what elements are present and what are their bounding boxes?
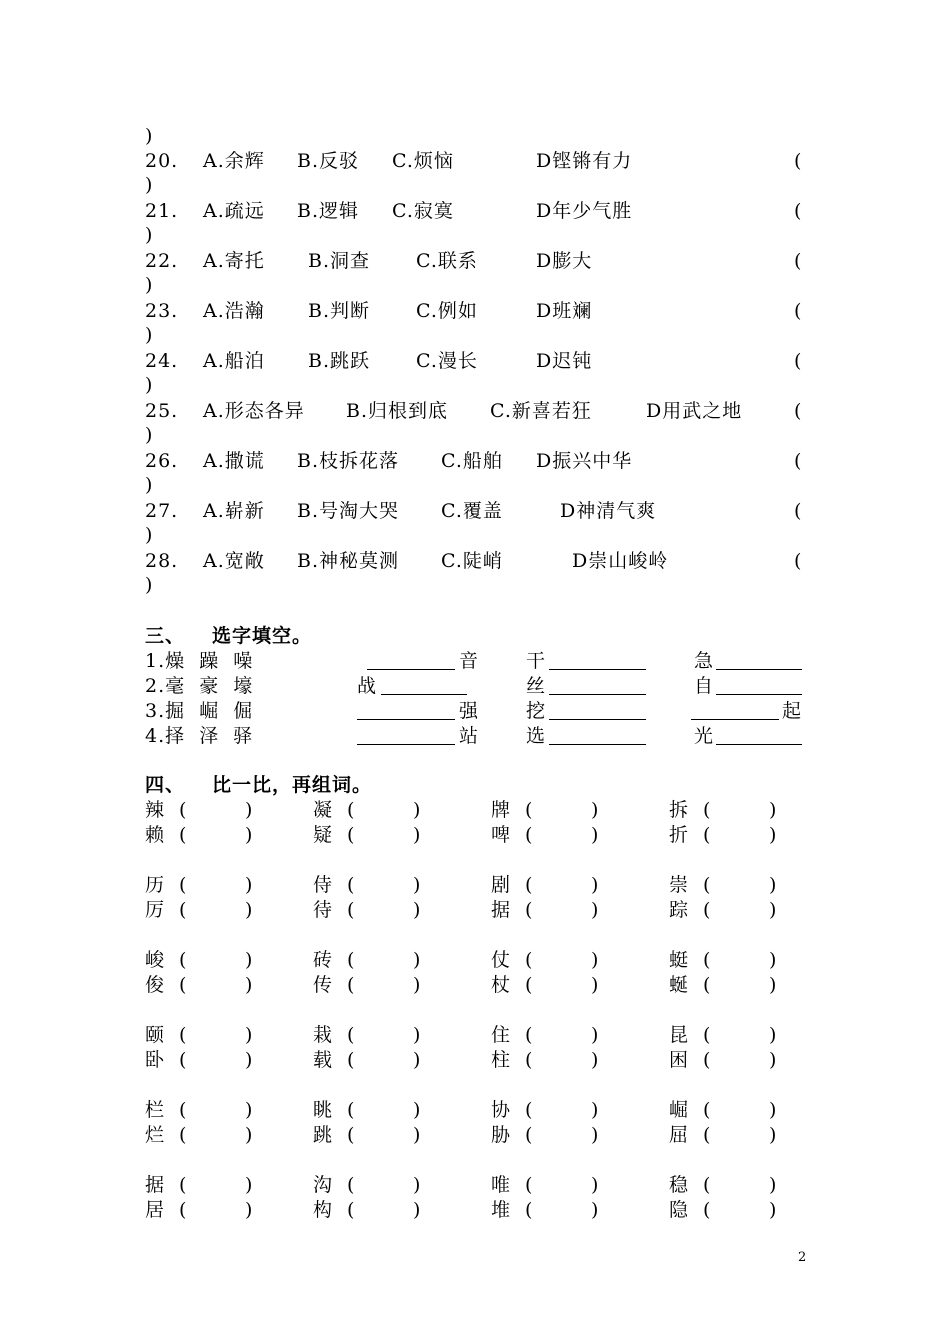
- answer-close-paren: ): [145, 574, 154, 596]
- compare-char: 侍: [313, 874, 334, 896]
- answer-close-paren: ): [413, 974, 422, 996]
- word-answer-space[interactable]: [363, 1198, 413, 1222]
- fill-blank[interactable]: [549, 719, 646, 720]
- fill-blank[interactable]: [549, 744, 646, 745]
- answer-open-paren: (: [179, 974, 188, 996]
- answer-close-paren: ): [591, 799, 600, 821]
- word-answer-space[interactable]: [541, 1173, 591, 1197]
- word-answer-space[interactable]: [719, 1048, 769, 1072]
- compare-char: 协: [491, 1099, 512, 1121]
- answer-open-paren: (: [703, 799, 712, 821]
- answer-open-paren: (: [525, 1174, 534, 1196]
- compare-char: 眺: [313, 1099, 334, 1121]
- compare-char: 跳: [313, 1124, 334, 1146]
- option-a: A.船泊: [203, 350, 265, 372]
- answer-open-paren: (: [794, 200, 803, 222]
- fill-blank[interactable]: [716, 694, 802, 695]
- answer-close-paren: ): [413, 1124, 422, 1146]
- answer-close-paren: ): [245, 974, 254, 996]
- word-answer-space[interactable]: [195, 1198, 245, 1222]
- option-c: C.例如: [416, 300, 478, 322]
- word-answer-space[interactable]: [195, 1173, 245, 1197]
- page-number: 2: [798, 1250, 807, 1265]
- compare-char: 剧: [491, 874, 512, 896]
- compare-char: 唯: [491, 1174, 512, 1196]
- compare-char: 疑: [313, 824, 334, 846]
- compare-char: 传: [313, 974, 334, 996]
- fill-blank[interactable]: [357, 719, 455, 720]
- word-answer-space[interactable]: [195, 948, 245, 972]
- answer-open-paren: (: [703, 1124, 712, 1146]
- answer-open-paren: (: [525, 1124, 534, 1146]
- answer-close-paren: ): [413, 949, 422, 971]
- compare-char: 凝: [313, 799, 334, 821]
- compare-char: 困: [669, 1049, 690, 1071]
- compare-char: 俊: [145, 974, 166, 996]
- compare-char: 构: [313, 1199, 334, 1221]
- option-d: D振兴中华: [536, 450, 633, 472]
- answer-close-paren: ): [245, 949, 254, 971]
- answer-open-paren: (: [347, 1199, 356, 1221]
- option-b: B.反驳: [297, 150, 360, 172]
- word-2-char: 选: [526, 725, 547, 747]
- compare-char: 昆: [669, 1024, 690, 1046]
- answer-open-paren: (: [347, 974, 356, 996]
- word-answer-space[interactable]: [719, 1173, 769, 1197]
- option-c: C.联系: [416, 250, 478, 272]
- option-b: B.归根到底: [346, 400, 449, 422]
- word-answer-space[interactable]: [541, 1098, 591, 1122]
- fill-blank[interactable]: [367, 669, 455, 670]
- answer-close-paren: ): [413, 799, 422, 821]
- compare-char: 稳: [669, 1174, 690, 1196]
- option-b: B.神秘莫测: [297, 550, 400, 572]
- answer-close-paren: ): [413, 874, 422, 896]
- option-a: A.余辉: [203, 150, 265, 172]
- answer-open-paren: (: [179, 1049, 188, 1071]
- compare-char: 踪: [669, 899, 690, 921]
- answer-close-paren: ): [245, 1049, 254, 1071]
- word-answer-space[interactable]: [541, 898, 591, 922]
- answer-close-paren: ): [245, 899, 254, 921]
- option-c: C.新喜若狂: [490, 400, 592, 422]
- answer-close-paren: ): [145, 524, 154, 546]
- word-answer-space[interactable]: [719, 948, 769, 972]
- option-b: B.逻辑: [297, 200, 360, 222]
- answer-close-paren: ): [245, 824, 254, 846]
- word-answer-space[interactable]: [363, 1173, 413, 1197]
- answer-open-paren: (: [347, 899, 356, 921]
- word-3-char: 光: [694, 725, 715, 747]
- compare-char: 栽: [313, 1024, 334, 1046]
- option-b: B.枝拆花落: [297, 450, 400, 472]
- answer-open-paren: (: [794, 150, 803, 172]
- answer-close-paren: ): [413, 1099, 422, 1121]
- answer-open-paren: (: [794, 550, 803, 572]
- option-a: A.撒谎: [203, 450, 265, 472]
- answer-open-paren: (: [703, 899, 712, 921]
- word-answer-space[interactable]: [719, 1023, 769, 1047]
- question-number: 22.: [145, 250, 179, 272]
- answer-open-paren: (: [347, 1099, 356, 1121]
- answer-close-paren: ): [245, 1174, 254, 1196]
- fill-blank[interactable]: [691, 719, 779, 720]
- answer-open-paren: (: [179, 899, 188, 921]
- answer-close-paren: ): [245, 1199, 254, 1221]
- answer-close-paren: ): [591, 1099, 600, 1121]
- answer-open-paren: (: [525, 799, 534, 821]
- answer-open-paren: (: [179, 1174, 188, 1196]
- word-answer-space[interactable]: [719, 898, 769, 922]
- word-answer-space[interactable]: [541, 823, 591, 847]
- word-answer-space[interactable]: [363, 873, 413, 897]
- answer-open-paren: (: [525, 949, 534, 971]
- answer-open-paren: (: [703, 1199, 712, 1221]
- answer-close-paren: ): [413, 1199, 422, 1221]
- compare-char: 柱: [491, 1049, 512, 1071]
- answer-open-paren: (: [179, 874, 188, 896]
- compare-char: 蜒: [669, 974, 690, 996]
- word-answer-space[interactable]: [363, 973, 413, 997]
- compare-char: 崛: [669, 1099, 690, 1121]
- answer-open-paren: (: [347, 1049, 356, 1071]
- answer-open-paren: (: [525, 1024, 534, 1046]
- word-answer-space[interactable]: [363, 823, 413, 847]
- word-answer-space[interactable]: [541, 873, 591, 897]
- answer-close-paren: ): [591, 1024, 600, 1046]
- compare-char: 崇: [669, 874, 690, 896]
- answer-open-paren: (: [794, 350, 803, 372]
- word-answer-space[interactable]: [719, 873, 769, 897]
- option-c: C.漫长: [416, 350, 478, 372]
- word-answer-space[interactable]: [719, 1098, 769, 1122]
- answer-open-paren: (: [525, 899, 534, 921]
- question-number: 20.: [145, 150, 179, 172]
- answer-close-paren: ): [591, 1049, 600, 1071]
- answer-close-paren: ): [145, 474, 154, 496]
- char-options: 4.择 泽 驿: [145, 725, 254, 747]
- word-2-char: 干: [526, 650, 547, 672]
- option-d: D铿锵有力: [536, 150, 633, 172]
- answer-open-paren: (: [703, 824, 712, 846]
- compare-char: 载: [313, 1049, 334, 1071]
- word-2-char: 挖: [526, 700, 547, 722]
- answer-close-paren: ): [769, 1124, 778, 1146]
- answer-close-paren: ): [769, 874, 778, 896]
- answer-open-paren: (: [347, 1124, 356, 1146]
- answer-close-paren: ): [769, 824, 778, 846]
- option-c: C.烦恼: [392, 150, 454, 172]
- answer-close-paren: ): [245, 799, 254, 821]
- answer-close-paren: ): [591, 974, 600, 996]
- word-answer-space[interactable]: [719, 1198, 769, 1222]
- compare-char: 厉: [145, 899, 166, 921]
- option-d: D膨大: [536, 250, 593, 272]
- answer-open-paren: (: [179, 1099, 188, 1121]
- char-options: 2.毫 豪 壕: [145, 675, 254, 697]
- word-answer-space[interactable]: [719, 973, 769, 997]
- compare-char: 屈: [669, 1124, 690, 1146]
- section4-title: 比一比，再组词。: [212, 774, 373, 796]
- answer-close-paren: ): [769, 974, 778, 996]
- answer-open-paren: (: [703, 1024, 712, 1046]
- answer-open-paren: (: [179, 1199, 188, 1221]
- compare-char: 历: [145, 874, 166, 896]
- answer-close-paren: ): [769, 1024, 778, 1046]
- answer-close-paren: ): [413, 1049, 422, 1071]
- section3-title: 选字填空。: [212, 625, 313, 647]
- answer-open-paren: (: [525, 1199, 534, 1221]
- word-answer-space[interactable]: [363, 1123, 413, 1147]
- answer-open-paren: (: [525, 1049, 534, 1071]
- option-d: D年少气胜: [536, 200, 633, 222]
- answer-close-paren: ): [591, 824, 600, 846]
- answer-close-paren: ): [591, 1124, 600, 1146]
- compare-char: 折: [669, 824, 690, 846]
- word-answer-space[interactable]: [363, 1023, 413, 1047]
- word-answer-space[interactable]: [195, 1048, 245, 1072]
- answer-close-paren: ): [591, 1199, 600, 1221]
- question-number: 23.: [145, 300, 179, 322]
- word-answer-space[interactable]: [363, 1098, 413, 1122]
- word-3-char: 急: [694, 650, 715, 672]
- question-number: 24.: [145, 350, 179, 372]
- char-options: 1.燥 躁 噪: [145, 650, 254, 672]
- previous-close-paren: ): [145, 125, 154, 147]
- answer-close-paren: ): [591, 949, 600, 971]
- question-number: 26.: [145, 450, 179, 472]
- option-a: A.崭新: [203, 500, 265, 522]
- fill-blank[interactable]: [357, 744, 455, 745]
- option-d: D班斓: [536, 300, 593, 322]
- answer-open-paren: (: [347, 949, 356, 971]
- word-3-char: 起: [782, 700, 803, 722]
- word-answer-space[interactable]: [719, 823, 769, 847]
- word-1-char: 站: [459, 725, 480, 747]
- answer-close-paren: ): [413, 899, 422, 921]
- option-d: D崇山峻岭: [572, 550, 669, 572]
- word-1-char: 音: [459, 650, 480, 672]
- compare-char: 牌: [491, 799, 512, 821]
- word-answer-space[interactable]: [541, 798, 591, 822]
- fill-blank[interactable]: [549, 694, 646, 695]
- compare-char: 拆: [669, 799, 690, 821]
- word-answer-space[interactable]: [195, 873, 245, 897]
- word-answer-space[interactable]: [195, 798, 245, 822]
- option-d: D用武之地: [646, 400, 743, 422]
- section3-number: 三、: [145, 625, 186, 647]
- answer-close-paren: ): [591, 899, 600, 921]
- word-answer-space[interactable]: [363, 798, 413, 822]
- word-answer-space[interactable]: [541, 1048, 591, 1072]
- answer-close-paren: ): [245, 1099, 254, 1121]
- answer-open-paren: (: [179, 799, 188, 821]
- compare-char: 蜓: [669, 949, 690, 971]
- option-b: B.洞查: [308, 250, 371, 272]
- answer-open-paren: (: [794, 500, 803, 522]
- compare-char: 颐: [145, 1024, 166, 1046]
- compare-char: 堆: [491, 1199, 512, 1221]
- compare-char: 栏: [145, 1099, 166, 1121]
- word-answer-space[interactable]: [195, 1123, 245, 1147]
- option-d: D神清气爽: [560, 500, 657, 522]
- word-answer-space[interactable]: [541, 948, 591, 972]
- word-answer-space[interactable]: [719, 798, 769, 822]
- answer-close-paren: ): [769, 799, 778, 821]
- word-answer-space[interactable]: [541, 1123, 591, 1147]
- compare-char: 仗: [491, 949, 512, 971]
- option-a: A.寄托: [203, 250, 265, 272]
- compare-char: 据: [145, 1174, 166, 1196]
- word-1-char: 战: [357, 675, 378, 697]
- option-a: A.浩瀚: [203, 300, 265, 322]
- word-answer-space[interactable]: [195, 1023, 245, 1047]
- compare-char: 卧: [145, 1049, 166, 1071]
- option-a: A.形态各异: [203, 400, 305, 422]
- compare-char: 待: [313, 899, 334, 921]
- answer-close-paren: ): [591, 874, 600, 896]
- section4-number: 四、: [145, 774, 186, 796]
- answer-close-paren: ): [769, 1049, 778, 1071]
- option-b: B.号淘大哭: [297, 500, 400, 522]
- answer-open-paren: (: [703, 1174, 712, 1196]
- fill-blank[interactable]: [549, 669, 646, 670]
- option-a: A.疏远: [203, 200, 265, 222]
- word-answer-space[interactable]: [195, 823, 245, 847]
- word-3-char: 自: [694, 675, 715, 697]
- option-c: C.陡峭: [441, 550, 503, 572]
- fill-blank[interactable]: [716, 744, 802, 745]
- option-c: C.寂寞: [392, 200, 454, 222]
- word-1-char: 强: [459, 700, 480, 722]
- answer-open-paren: (: [703, 949, 712, 971]
- word-answer-space[interactable]: [541, 1023, 591, 1047]
- compare-char: 沟: [313, 1174, 334, 1196]
- option-a: A.宽敞: [203, 550, 265, 572]
- question-number: 27.: [145, 500, 179, 522]
- option-b: B.判断: [308, 300, 371, 322]
- question-number: 28.: [145, 550, 179, 572]
- question-number: 21.: [145, 200, 179, 222]
- compare-char: 赖: [145, 824, 166, 846]
- fill-blank[interactable]: [381, 694, 467, 695]
- answer-close-paren: ): [145, 374, 154, 396]
- word-answer-space[interactable]: [363, 1048, 413, 1072]
- compare-char: 据: [491, 899, 512, 921]
- question-number: 25.: [145, 400, 179, 422]
- answer-open-paren: (: [794, 300, 803, 322]
- fill-blank[interactable]: [716, 669, 802, 670]
- answer-open-paren: (: [703, 974, 712, 996]
- answer-open-paren: (: [347, 799, 356, 821]
- answer-close-paren: ): [769, 1174, 778, 1196]
- compare-char: 砖: [313, 949, 334, 971]
- word-answer-space[interactable]: [195, 973, 245, 997]
- answer-open-paren: (: [179, 824, 188, 846]
- option-c: C.覆盖: [441, 500, 503, 522]
- answer-open-paren: (: [703, 1049, 712, 1071]
- compare-char: 峻: [145, 949, 166, 971]
- answer-close-paren: ): [145, 274, 154, 296]
- compare-char: 辣: [145, 799, 166, 821]
- compare-char: 居: [145, 1199, 166, 1221]
- answer-close-paren: ): [245, 1024, 254, 1046]
- answer-close-paren: ): [413, 824, 422, 846]
- compare-char: 烂: [145, 1124, 166, 1146]
- answer-close-paren: ): [591, 1174, 600, 1196]
- answer-close-paren: ): [769, 899, 778, 921]
- word-answer-space[interactable]: [195, 1098, 245, 1122]
- answer-open-paren: (: [347, 824, 356, 846]
- answer-open-paren: (: [179, 1024, 188, 1046]
- answer-close-paren: ): [413, 1174, 422, 1196]
- answer-close-paren: ): [769, 1199, 778, 1221]
- answer-close-paren: ): [145, 424, 154, 446]
- answer-close-paren: ): [145, 174, 154, 196]
- compare-char: 隐: [669, 1199, 690, 1221]
- compare-char: 住: [491, 1024, 512, 1046]
- option-d: D迟钝: [536, 350, 593, 372]
- word-answer-space[interactable]: [541, 1198, 591, 1222]
- answer-open-paren: (: [525, 1099, 534, 1121]
- answer-open-paren: (: [347, 874, 356, 896]
- answer-close-paren: ): [769, 1099, 778, 1121]
- answer-open-paren: (: [703, 874, 712, 896]
- answer-close-paren: ): [145, 224, 154, 246]
- answer-open-paren: (: [179, 1124, 188, 1146]
- word-2-char: 丝: [526, 675, 547, 697]
- answer-open-paren: (: [794, 400, 803, 422]
- answer-open-paren: (: [794, 450, 803, 472]
- compare-char: 啤: [491, 824, 512, 846]
- answer-open-paren: (: [525, 974, 534, 996]
- answer-open-paren: (: [525, 874, 534, 896]
- option-b: B.跳跃: [308, 350, 371, 372]
- answer-open-paren: (: [525, 824, 534, 846]
- word-answer-space[interactable]: [541, 973, 591, 997]
- answer-close-paren: ): [769, 949, 778, 971]
- answer-open-paren: (: [347, 1024, 356, 1046]
- char-options: 3.掘 崛 倔: [145, 700, 254, 722]
- answer-close-paren: ): [413, 1024, 422, 1046]
- option-c: C.船舶: [441, 450, 503, 472]
- word-answer-space[interactable]: [363, 948, 413, 972]
- compare-char: 杖: [491, 974, 512, 996]
- answer-open-paren: (: [179, 949, 188, 971]
- compare-char: 胁: [491, 1124, 512, 1146]
- word-answer-space[interactable]: [363, 898, 413, 922]
- answer-open-paren: (: [794, 250, 803, 272]
- word-answer-space[interactable]: [719, 1123, 769, 1147]
- answer-open-paren: (: [703, 1099, 712, 1121]
- answer-open-paren: (: [347, 1174, 356, 1196]
- answer-close-paren: ): [245, 874, 254, 896]
- word-answer-space[interactable]: [195, 898, 245, 922]
- answer-close-paren: ): [145, 324, 154, 346]
- answer-close-paren: ): [245, 1124, 254, 1146]
